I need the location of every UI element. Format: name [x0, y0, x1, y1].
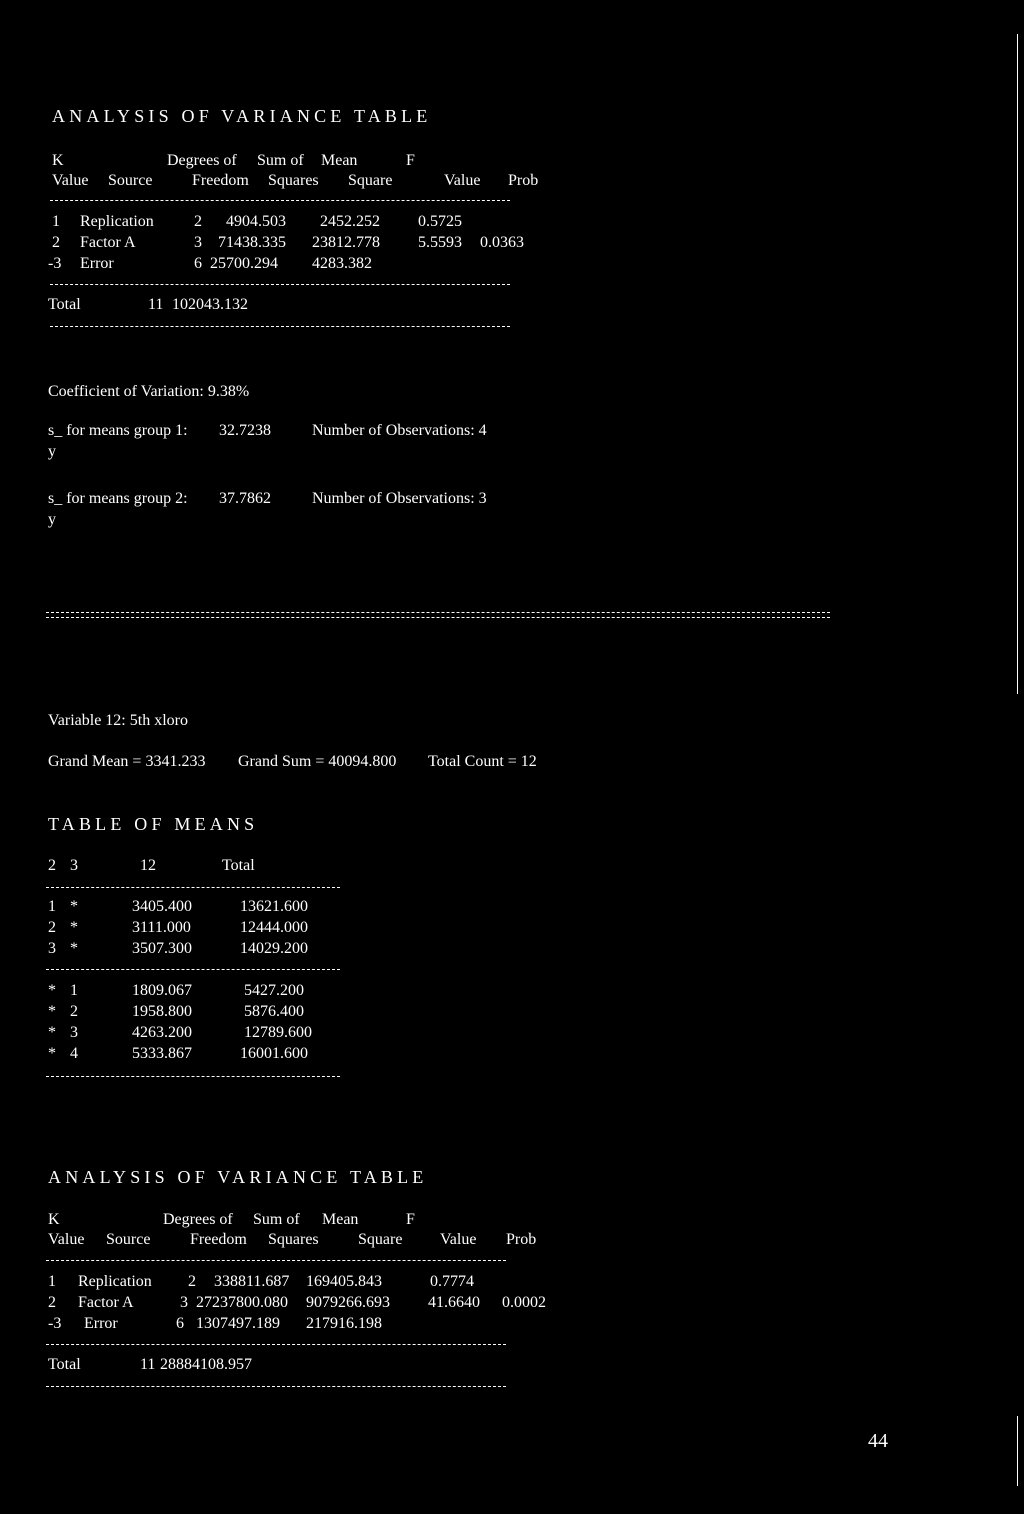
- divider: [50, 284, 510, 285]
- col-head-df: Degrees of: [163, 1211, 233, 1228]
- page-edge-line: [1017, 34, 1018, 694]
- col-head-freedom: Freedom: [190, 1231, 247, 1248]
- col-head-prob: Prob: [508, 172, 539, 189]
- means-head-c4: Total: [222, 857, 255, 874]
- col-head-ms: Mean: [322, 1211, 359, 1228]
- anova-title: ANALYSIS OF VARIANCE TABLE: [52, 106, 432, 126]
- col-head-freedom: Freedom: [192, 172, 249, 189]
- page-number: 44: [868, 1430, 888, 1452]
- means-title: TABLE OF MEANS: [48, 814, 259, 834]
- means-head-c1: 2: [48, 857, 56, 874]
- col-head-k: K: [48, 1211, 60, 1228]
- group1-label: s_ for means group 1:: [48, 422, 188, 439]
- col-head-ss: Sum of: [257, 152, 304, 169]
- divider: [46, 887, 340, 888]
- group1-subscript: y: [48, 443, 56, 460]
- col-head-ss: Sum of: [253, 1211, 300, 1228]
- col-head-f: F: [406, 1211, 415, 1228]
- double-divider: [46, 612, 830, 618]
- divider: [50, 200, 510, 201]
- col-head-squares: Squares: [268, 1231, 319, 1248]
- group1-value: 32.7238: [219, 422, 271, 439]
- col-head-source: Source: [106, 1231, 151, 1248]
- variable-name: Variable 12: 5th xloro: [48, 712, 188, 729]
- group2-label: s_ for means group 2:: [48, 490, 188, 507]
- col-head-fvalue: Value: [440, 1231, 477, 1248]
- divider: [46, 1344, 506, 1345]
- page-edge-line: [1017, 1416, 1018, 1486]
- col-head-square: Square: [348, 172, 393, 189]
- col-head-prob: Prob: [506, 1231, 537, 1248]
- col-head-square: Square: [358, 1231, 403, 1248]
- total-count: Total Count = 12: [428, 753, 537, 770]
- means-head-c2: 3: [70, 857, 78, 874]
- col-head-k: K: [52, 152, 64, 169]
- col-head-source: Source: [108, 172, 153, 189]
- anova-title: ANALYSIS OF VARIANCE TABLE: [48, 1167, 428, 1187]
- group1-observations: Number of Observations: 4: [312, 422, 487, 439]
- group2-observations: Number of Observations: 3: [312, 490, 487, 507]
- col-head-df: Degrees of: [167, 152, 237, 169]
- col-head-f: F: [406, 152, 415, 169]
- divider: [46, 1260, 506, 1261]
- coefficient-of-variation: Coefficient of Variation: 9.38%: [48, 383, 250, 400]
- col-head-value: Value: [48, 1231, 85, 1248]
- group2-subscript: y: [48, 511, 56, 528]
- col-head-ms: Mean: [321, 152, 358, 169]
- col-head-value: Value: [52, 172, 89, 189]
- divider: [46, 1386, 506, 1387]
- grand-sum: Grand Sum = 40094.800: [238, 753, 397, 770]
- col-head-squares: Squares: [268, 172, 319, 189]
- divider: [46, 1076, 340, 1077]
- divider: [50, 326, 510, 327]
- grand-mean: Grand Mean = 3341.233: [48, 753, 206, 770]
- col-head-fvalue: Value: [444, 172, 481, 189]
- group2-value: 37.7862: [219, 490, 271, 507]
- divider: [46, 969, 340, 970]
- means-head-c3: 12: [140, 857, 156, 874]
